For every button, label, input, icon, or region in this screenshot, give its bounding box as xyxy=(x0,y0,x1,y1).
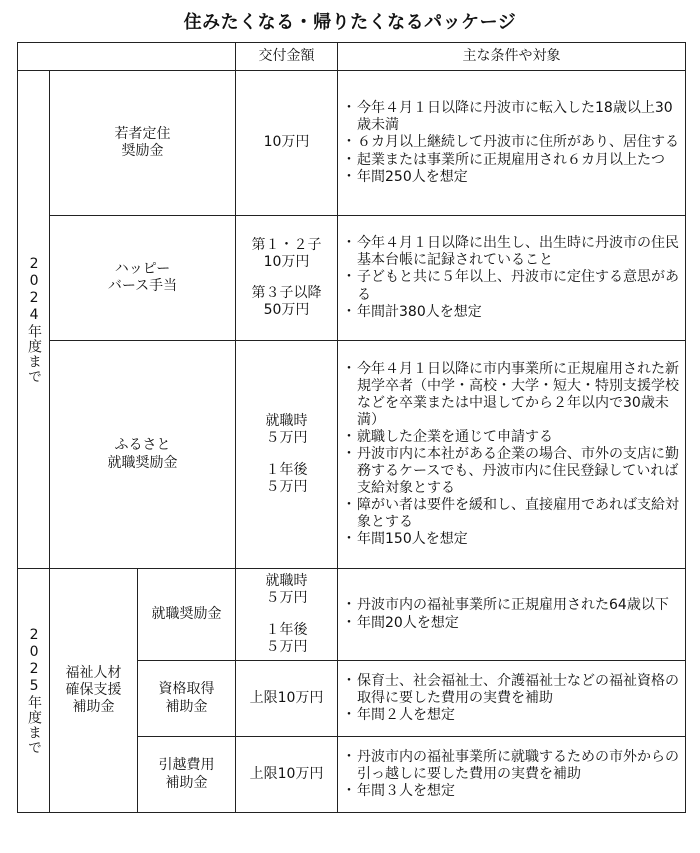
page-title: 住みたくなる・帰りたくなるパッケージ xyxy=(183,12,517,33)
period-label: 2025年度まで xyxy=(18,569,50,813)
amount-cell xyxy=(236,737,338,813)
package-table xyxy=(17,42,686,813)
list-item: ・ 就職した企業を通じて申請する xyxy=(344,429,681,446)
amount-cell xyxy=(236,661,338,737)
list-item: ・ 年間２人を想定 xyxy=(344,707,681,724)
program-name: 引越費用 補助金 xyxy=(138,737,236,813)
list-item: ・ 年間250人を想定 xyxy=(344,169,681,186)
list-item: ・ 丹波市内に本社がある企業の場合、市外の支店に勤務するケースでも、丹波市内に住民登録していれば支給対象とする xyxy=(344,446,681,497)
table-row xyxy=(18,569,686,661)
header-conditions: 主な条件や対象 xyxy=(338,43,686,71)
list-item: ・ 今年４月１日以降に丹波市に転入した18歳以上30歳未満 xyxy=(344,100,681,134)
amount-value: 第１・２子 10万円 xyxy=(251,236,322,270)
amount-cell xyxy=(236,569,338,661)
program-name: ふるさと 就職奨励金 xyxy=(50,341,236,569)
conditions-cell xyxy=(338,71,686,216)
list-item: ・ 年間150人を想定 xyxy=(344,531,681,548)
list-item: ・ ６カ月以上継続して丹波市に住所があり、居住する xyxy=(344,134,681,151)
conditions-cell xyxy=(338,216,686,341)
header-blank xyxy=(18,43,236,71)
program-name: ハッピー バース手当 xyxy=(50,216,236,341)
header-amount: 交付金額 xyxy=(236,43,338,71)
list-item: ・ 保育士、社会福祉士、介護福祉士などの福祉資格の取得に要した費用の実費を補助 xyxy=(344,673,681,707)
conditions-cell xyxy=(338,569,686,661)
list-item: ・ 障がい者は要件を緩和し、直接雇用であれば支給対象とする xyxy=(344,497,681,531)
conditions-cell xyxy=(338,661,686,737)
conditions-cell xyxy=(338,737,686,813)
list-item: ・ 丹波市内の福祉事業所に正規雇用された64歳以下 xyxy=(344,597,681,614)
header-row xyxy=(18,43,686,71)
amount-value: 上限10万円 xyxy=(249,765,324,782)
program-name: 資格取得 補助金 xyxy=(138,661,236,737)
amount-cell xyxy=(236,71,338,216)
amount-cell xyxy=(236,216,338,341)
group-name: 福祉人材 確保支援 補助金 xyxy=(50,569,138,813)
list-item: ・ 子どもと共に５年以上、丹波市に定住する意思がある xyxy=(344,269,681,303)
list-item: ・ 今年４月１日以降に出生し、出生時に丹波市の住民基本台帳に記録されていること xyxy=(344,235,681,269)
table-row xyxy=(18,341,686,569)
list-item: ・ 今年４月１日以降に市内事業所に正規雇用された新規学卒者（中学・高校・大学・短大・特別支援学校などを卒業または中退してから２年以内で30歳未満） xyxy=(344,361,681,429)
amount-value: 10万円 xyxy=(263,134,310,151)
list-item: ・ 年間３人を想定 xyxy=(344,783,681,800)
list-item: ・ 年間計380人を想定 xyxy=(344,304,681,321)
amount-value: 就職時 ５万円 xyxy=(265,413,308,447)
amount-value: 就職時 ５万円 xyxy=(265,573,308,607)
list-item: ・ 起業または事業所に正規雇用され６カ月以上たつ xyxy=(344,152,681,169)
period-label: 2024年度まで xyxy=(18,71,50,569)
amount-value: １年後 ５万円 xyxy=(265,621,308,655)
list-item: ・ 年間20人を想定 xyxy=(344,615,681,632)
table-row xyxy=(18,216,686,341)
amount-value: 上限10万円 xyxy=(249,689,324,706)
program-name: 就職奨励金 xyxy=(138,569,236,661)
conditions-cell xyxy=(338,341,686,569)
program-name: 若者定住 奨励金 xyxy=(50,71,236,216)
amount-value: 第３子以降 50万円 xyxy=(251,285,322,319)
list-item: ・ 丹波市内の福祉事業所に就職するための市外からの引っ越しに要した費用の実費を補助 xyxy=(344,749,681,783)
table-row xyxy=(18,71,686,216)
amount-cell xyxy=(236,341,338,569)
amount-value: １年後 ５万円 xyxy=(265,461,308,495)
